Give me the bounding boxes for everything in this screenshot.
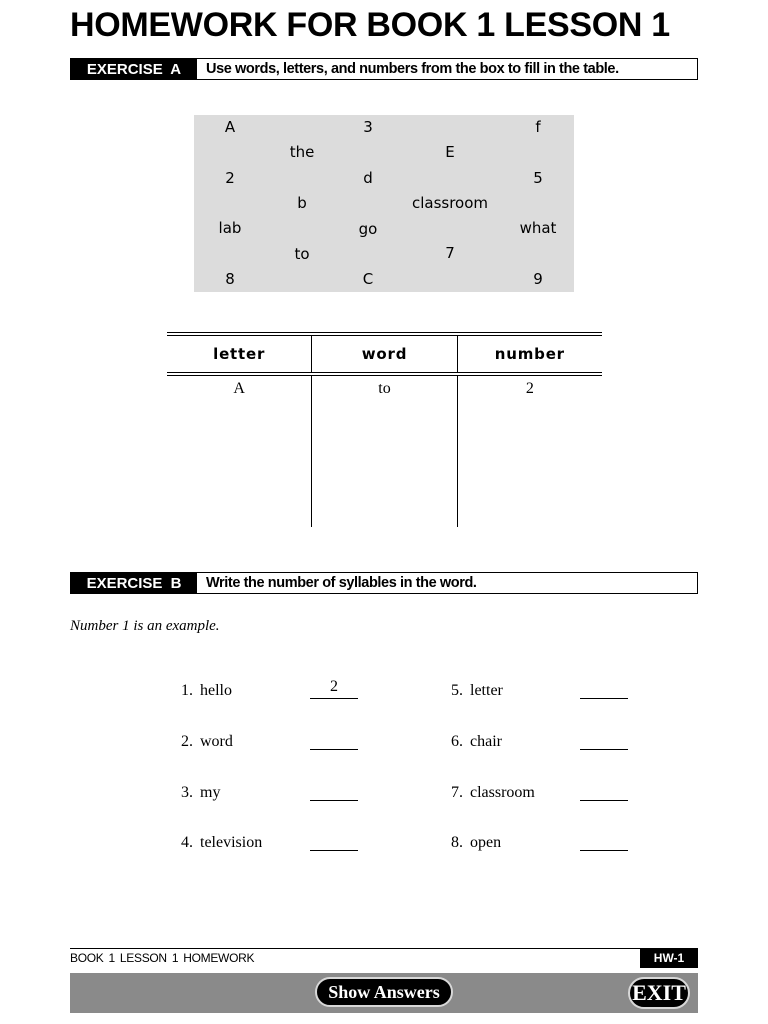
item-word: open [470,834,502,851]
item-number: 4. [181,834,193,851]
box-item: 9 [533,270,543,288]
answer-blank[interactable] [580,729,628,750]
list-item [438,830,628,852]
answer-blank[interactable] [310,780,358,801]
cell-word[interactable]: to [311,376,456,527]
box-item: lab [218,219,242,237]
answer-blank[interactable] [310,830,358,851]
box-item: 5 [533,169,543,187]
box-item: d [363,169,373,187]
item-word: television [200,834,263,851]
exercise-b-instruction: Write the number of syllables in the word. [206,575,477,591]
exit-button[interactable]: EXIT [628,977,690,1009]
cell-number[interactable]: 2 [457,376,602,527]
page-title: HOMEWORK FOR BOOK 1 LESSON 1 [70,6,670,44]
box-item: b [297,194,307,212]
item-word: letter [470,682,503,699]
item-number: 8. [451,834,463,851]
list-item [168,678,358,700]
box-item: 2 [225,169,235,187]
answer-blank[interactable] [580,678,628,699]
header-number: number [457,336,602,372]
item-number: 6. [451,733,463,750]
exercise-a-header [70,58,698,80]
header-letter: letter [213,345,266,363]
example-note: Number 1 is an example. [70,618,220,634]
box-item: 7 [445,244,455,262]
answer-blank[interactable] [580,830,628,851]
item-number: 5. [451,682,463,699]
box-item: go [358,220,378,238]
box-item: E [445,143,455,161]
header-word: word [311,336,456,372]
word-box [194,115,574,292]
list-item [168,780,358,802]
item-word: word [200,733,233,750]
page-badge: HW-1 [640,949,698,968]
item-number: 1. [181,682,193,699]
table-header [167,336,602,372]
item-number: 3. [181,784,193,801]
answer-blank[interactable]: 2 [310,678,358,699]
list-item [438,780,628,802]
list-item [168,729,358,751]
item-word: classroom [470,784,535,801]
cell-letter[interactable]: A [233,380,245,397]
list-item [438,729,628,751]
box-item: 3 [363,118,373,136]
box-item: f [535,118,541,136]
item-word: chair [470,733,502,750]
box-item: A [224,118,236,136]
show-answers-button[interactable]: Show Answers [315,977,453,1007]
box-item: C [362,270,374,288]
box-item: the [289,143,315,161]
footer-divider [70,948,698,949]
item-word: hello [200,682,232,699]
exercise-b-header [70,572,698,594]
list-item [438,678,628,700]
answer-blank[interactable] [580,780,628,801]
exercise-a-label: EXERCISE A [71,59,197,79]
answer-blank[interactable] [310,729,358,750]
fill-in-table [167,332,602,527]
footer-label: BOOK 1 LESSON 1 HOMEWORK [70,951,255,965]
exercise-a-instruction: Use words, letters, and numbers from the box to fill in the table. [206,61,619,77]
box-item: what [519,219,557,237]
box-item: to [294,245,310,263]
box-item: classroom [411,194,489,212]
item-number: 7. [451,784,463,801]
item-number: 2. [181,733,193,750]
list-item [168,830,358,852]
box-item: 8 [225,270,235,288]
table-row [167,376,602,527]
item-word: my [200,784,221,801]
exercise-b-label: EXERCISE B [71,573,197,593]
